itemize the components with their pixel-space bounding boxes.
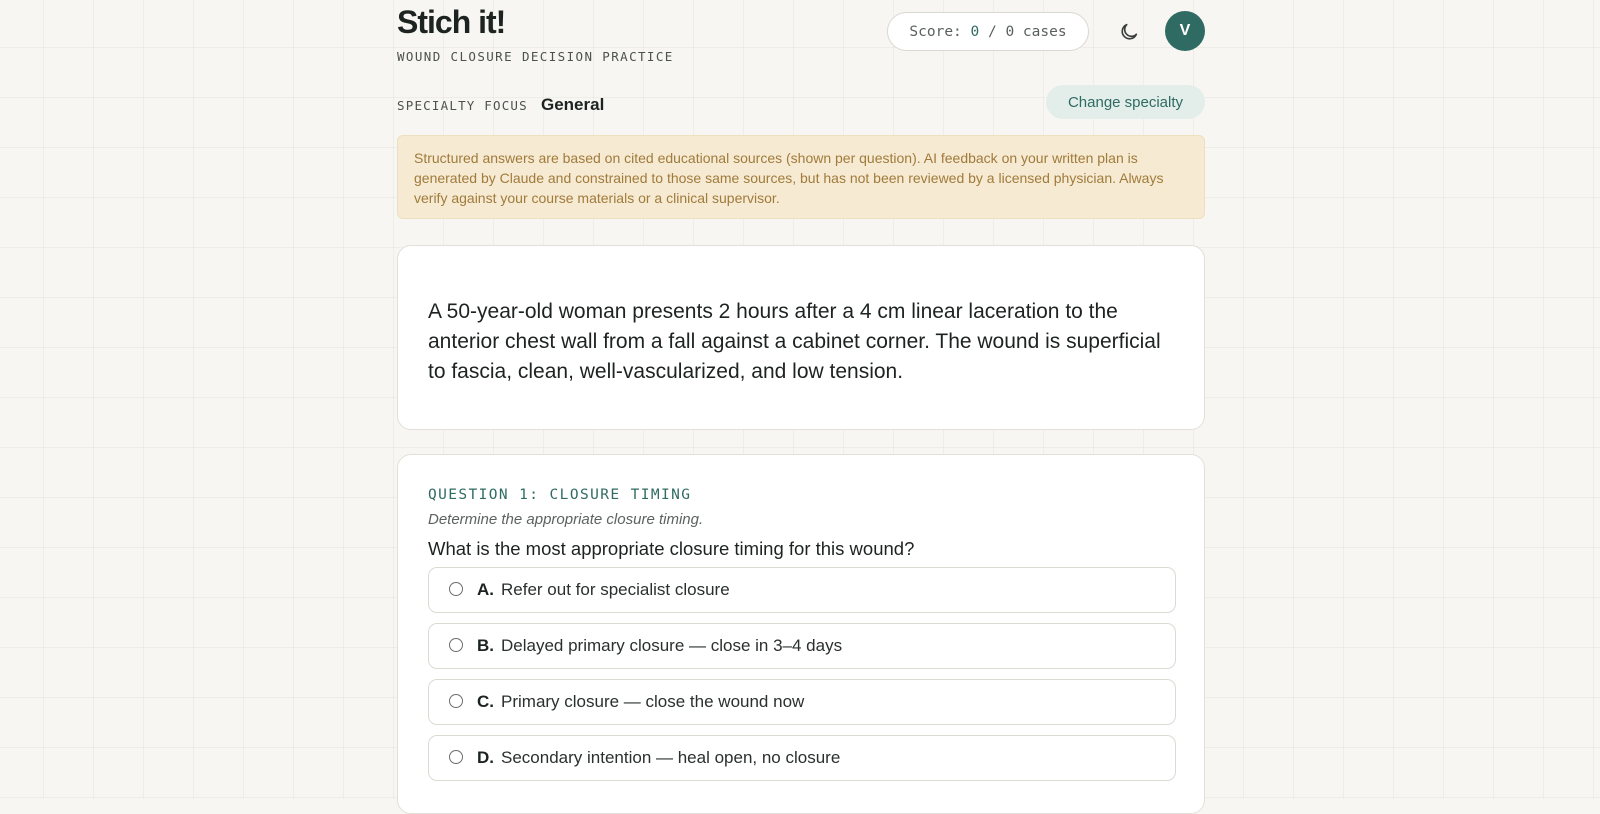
- answer-option-d[interactable]: [428, 735, 1176, 781]
- option-letter: C.: [477, 692, 494, 711]
- score-separator: /: [979, 23, 1006, 40]
- moon-icon: [1118, 21, 1140, 43]
- option-letter: D.: [477, 748, 494, 767]
- case-description: A 50-year-old woman presents 2 hours after a 4 cm linear laceration to the anterior chest wall from a fall against a cabinet corner. The wound is superficial to fascia, clean, well-vascularized, and low tension.: [428, 300, 1161, 383]
- answer-option-b[interactable]: [428, 623, 1176, 669]
- score-display: [887, 12, 1089, 51]
- score-prefix: Score:: [909, 23, 971, 40]
- option-text: Delayed primary closure — close in 3–4 days: [501, 636, 843, 655]
- radio-button[interactable]: [449, 694, 463, 708]
- option-text: Primary closure — close the wound now: [501, 692, 805, 711]
- user-avatar[interactable]: V: [1165, 11, 1205, 51]
- question-subheading: Determine the appropriate closure timing.: [428, 511, 704, 528]
- answer-option-c[interactable]: [428, 679, 1176, 725]
- option-text: Refer out for specialist closure: [501, 580, 730, 599]
- app-subtitle: WOUND CLOSURE DECISION PRACTICE: [397, 49, 674, 64]
- theme-toggle-button[interactable]: [1113, 16, 1145, 48]
- radio-button[interactable]: [449, 750, 463, 764]
- answer-options: [428, 567, 1174, 781]
- answer-option-a[interactable]: [428, 567, 1176, 613]
- change-specialty-button[interactable]: Change specialty: [1046, 85, 1205, 119]
- question-text: What is the most appropriate closure timing for this wound?: [428, 538, 915, 559]
- option-letter: A.: [477, 580, 494, 599]
- option-text: Secondary intention — heal open, no closure: [501, 748, 841, 767]
- app-title: Stich it!: [397, 4, 506, 40]
- score-suffix: cases: [1014, 23, 1067, 40]
- option-letter: B.: [477, 636, 494, 655]
- radio-button[interactable]: [449, 582, 463, 596]
- main-container: [397, 0, 1205, 814]
- question-heading: QUESTION 1: CLOSURE TIMING: [428, 487, 692, 503]
- score-correct: 0: [970, 23, 980, 40]
- question-card: [397, 454, 1205, 814]
- specialty-row: [397, 85, 1205, 129]
- app-header: [397, 0, 1205, 80]
- score-total: 0: [1005, 23, 1015, 40]
- case-card: [397, 245, 1205, 430]
- specialty-label: SPECIALTY FOCUS: [397, 98, 528, 113]
- disclaimer-banner: Structured answers are based on cited educational sources (shown per question). AI feedback on your written plan is generated by Claude and constrained to those same sources, but has not been reviewed by a licensed physician. Always verify against your course materials or a clinical supervisor.: [397, 135, 1205, 219]
- specialty-value: General: [541, 95, 605, 114]
- radio-button[interactable]: [449, 638, 463, 652]
